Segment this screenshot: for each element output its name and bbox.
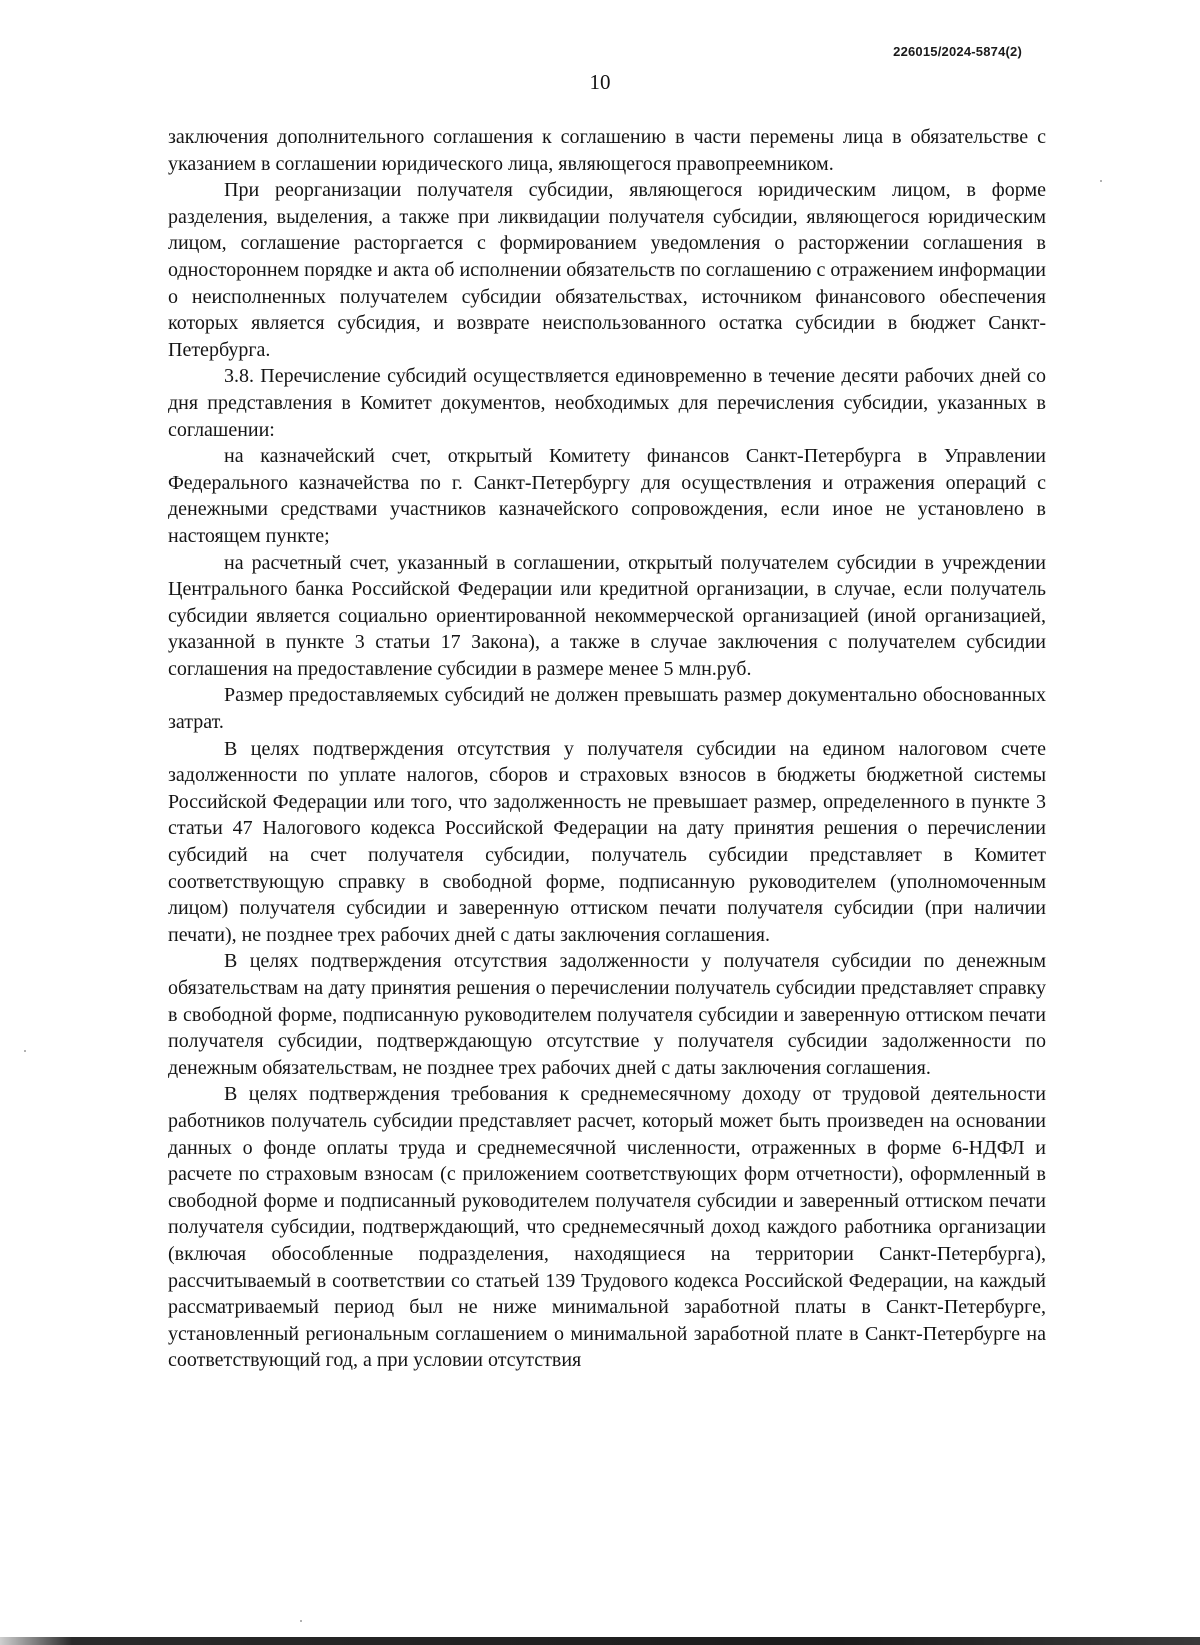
- paragraph-treasury-account: на казначейский счет, открытый Комитету финансов Санкт-Петербурга в Управлении Федерального казначейства по г. Санкт-Петербургу для осуществления и отражения операций с денежными средствами участников казначейского сопровождения, если иное не установлено в настоящем пункте;: [168, 445, 1046, 547]
- paragraph-monetary-obligations: В целях подтверждения отсутствия задолженности у получателя субсидии по денежным обязательствам на дату принятия решения о перечислении получатель субсидии представляет справку в свободной форме, подписанную руководителем получателя субсидии и заверенную оттиском печати получателя субсидии, подтверждающую отсутствие у получателя субсидии задолженности по денежным обязательствам, не позднее трех рабочих дней с даты заключения соглашения.: [168, 950, 1046, 1079]
- paragraph-3-8-transfer: 3.8. Перечисление субсидий осуществляется единовременно в течение десяти рабочих дней со дня представления в Комитет документов, необходимых для перечисления субсидии, указанных в соглашении:: [168, 365, 1046, 441]
- paragraph-reorganization: При реорганизации получателя субсидии, являющегося юридическим лицом, в форме разделения, выделения, а также при ликвидации получателя субсидии, являющегося юридическим лицом, соглашение расторгается с формированием уведомления о расторжении соглашения в одностороннем порядке и акта об исполнении обязательств по соглашению с отражением информации о неисполненных получателем субсидии обязательствах, источником финансового обеспечения которых является субсидия, и возврате неиспользованного остатка субсидии в бюджет Санкт-Петербурга.: [168, 179, 1046, 361]
- paragraph-average-income: В целях подтверждения требования к среднемесячному доходу от трудовой деятельности работников получатель субсидии представляет расчет, который может быть произведен на основании данных о фонде оплаты труда и среднемесячной численности, отраженных в форме 6-НДФЛ и расчете по страховым взносам (с приложением соответствующих форм отчетности), оформленный в свободной форме и подписанный руководителем получателя субсидии и заверенный оттиском печати получателя субсидии, подтверждающий, что среднемесячный доход каждого работника организации (включая обособленные подразделения, находящиеся на территории Санкт-Петербурга), рассчитываемый в соответствии со статьей 139 Трудового кодекса Российской Федерации, на каждый рассматриваемый период был не ниже минимальной заработной платы в Санкт-Петербурге, установленный региональным соглашением о минимальной заработной плате в Санкт-Петербурге на соответствующий год, а при условии отсутствия: [168, 1083, 1046, 1372]
- paragraph-subsidy-limit: Размер предоставляемых субсидий не должен превышать размер документально обоснованных затрат.: [168, 684, 1046, 734]
- page-number: 10: [589, 70, 611, 94]
- scan-edge-bar: [0, 1637, 1200, 1645]
- scan-speck: [1100, 180, 1102, 182]
- document-body: [168, 124, 1046, 1374]
- paragraph-tax-debt-certificate: В целях подтверждения отсутствия у получателя субсидии на едином налоговом счете задолженности по уплате налогов, сборов и страховых взносов в бюджеты бюджетной системы Российской Федерации или того, что задолженность не превышает размер, определенного в пункте 3 статьи 47 Налогового кодекса Российской Федерации на дату принятия решения о перечислении субсидий на счет получателя субсидии, получатель субсидии представляет в Комитет соответствующую справку в свободной форме, подписанную руководителем (уполномоченным лицом) получателя субсидии и заверенную оттиском печати получателя субсидии (при наличии печати), не позднее трех рабочих дней с даты заключения соглашения.: [168, 737, 1046, 946]
- scan-speck: [300, 1620, 302, 1622]
- paragraph-settlement-account: на расчетный счет, указанный в соглашении, открытый получателем субсидии в учреждении Центрального банка Российской Федерации или кредитной организации, в случае, если получатель субсидии является социально ориентированной некоммерческой организацией (иной организацией, указанной в пункте 3 статьи 17 Закона), а также в случае заключения с получателем субсидии соглашения на предоставление субсидии в размере менее 5 млн.руб.: [168, 551, 1046, 680]
- scan-speck: [24, 1050, 26, 1052]
- document-reference-number: 226015/2024-5874(2): [893, 44, 1022, 59]
- paragraph-continuation: заключения дополнительного соглашения к соглашению в части перемены лица в обязательстве с указанием в соглашении юридического лица, являющегося правопреемником.: [168, 126, 1046, 175]
